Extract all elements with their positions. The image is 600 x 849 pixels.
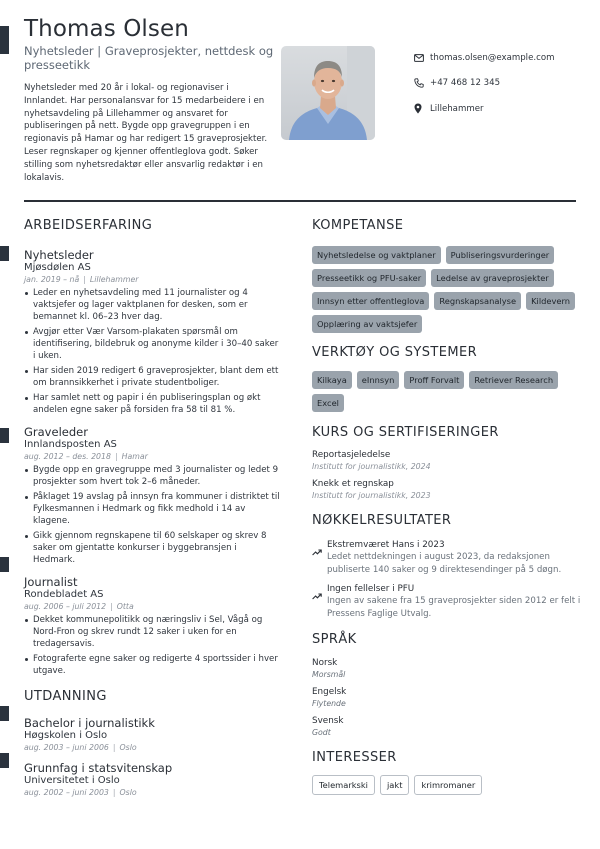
job-bullet: Gikk gjennom regnskapene til 60 selskaper og skrev 8 saker om gjentatte konkurser i byggebransjen i Hedmark. [24, 530, 280, 566]
job-bullet: Har samlet nett og papir i én publiseringsplan og økt andelen egne saker på forsiden fra 58 til 81 %. [24, 392, 280, 416]
job-organization: Mjøsdølen AS [24, 262, 91, 273]
contact-email[interactable] [414, 45, 594, 71]
job-organization: Innlandsposten AS [24, 439, 117, 450]
language-name: Engelsk [312, 687, 347, 697]
job-meta [24, 601, 280, 612]
language-level: Godt [312, 728, 331, 737]
section-heading-results: NØKKELRESULTATER [312, 513, 452, 528]
education-list [24, 716, 280, 798]
language-list [312, 657, 582, 738]
education-meta [24, 787, 280, 798]
tool-tags [312, 371, 582, 412]
language-entry [312, 657, 582, 680]
section-heading-languages: SPRÅK [312, 632, 357, 647]
job-role: Nyhetsleder [24, 248, 94, 262]
skill-tag: Regnskapsanalyse [434, 292, 521, 310]
skill-tags [312, 246, 582, 333]
education-dates: aug. 2003 – juni 2006 [24, 743, 109, 752]
course-name: Reportasjeledelse [312, 450, 391, 460]
result-title: Ingen fellelser i PFU [327, 584, 415, 594]
education-school: Universitetet i Oslo [24, 775, 120, 786]
left-column [24, 218, 280, 806]
phone-text: +47 468 12 345 [430, 78, 501, 89]
education-entry [24, 716, 280, 753]
meta-separator: | [114, 452, 118, 461]
result-entry [312, 583, 582, 620]
language-name: Svensk [312, 716, 344, 726]
phone-icon [414, 78, 430, 88]
header-accent-bar [0, 26, 9, 54]
job-bullets [24, 287, 280, 416]
meta-separator: | [112, 743, 116, 752]
job-place: Lillehammer [89, 275, 139, 284]
education-entry [24, 761, 280, 798]
job-role: Graveleder [24, 425, 88, 439]
job-bullet: Bygde opp en gravegruppe med 3 journalister og ledet 9 prosjekter som hvert tok 2–6 måneder. [24, 464, 280, 488]
location-text: Lillehammer [430, 103, 484, 114]
job-dates: aug. 2006 – juli 2012 [24, 602, 107, 611]
job-organization: Rondebladet AS [24, 589, 104, 600]
tool-tag: eInnsyn [357, 371, 400, 389]
job-role: Journalist [24, 575, 78, 589]
job-entry [24, 575, 280, 677]
job-bullet: Fotograferte egne saker og redigerte 4 sportssider i hver utgave. [24, 653, 280, 677]
skill-tag: Presseetikk og PFU-saker [312, 269, 426, 287]
language-entry [312, 715, 582, 738]
interest-tag: jakt [380, 775, 409, 795]
job-bullet: Har siden 2019 redigert 6 graveprosjekter, blant dem ett om brannsikkerhet i private studentboliger. [24, 365, 280, 389]
job-bullet: Leder en nyhetsavdeling med 11 journalister og 4 vaktsjefer og lager vaktplanen for desken, som er bemannet kl. 06–23 hver dag. [24, 287, 280, 323]
section-heading-tools: VERKTØY OG SYSTEMER [312, 345, 478, 360]
education-dates: aug. 2002 – juni 2003 [24, 788, 109, 797]
language-level: Flytende [312, 699, 346, 708]
email-text: thomas.olsen@example.com [430, 52, 555, 63]
education-place: Oslo [119, 743, 137, 752]
result-description: Ledet nettdekningen i august 2023, da redaksjonen publiserte 140 saker og 9 direktesendinger på 5 døgn. [327, 552, 562, 575]
candidate-title: Nyhetsleder | Graveprosjekter, nettdesk og presseetikk [24, 44, 274, 72]
trend-up-icon [312, 583, 327, 620]
course-entry [312, 449, 582, 472]
contact-phone[interactable] [414, 71, 594, 97]
profile-photo [281, 46, 375, 140]
job-dates: jan. 2019 – nå [24, 275, 80, 284]
language-name: Norsk [312, 658, 338, 668]
job-accent-bar [0, 557, 9, 572]
job-entry [24, 248, 280, 416]
job-list [24, 248, 280, 677]
course-name: Knekk et regnskap [312, 479, 394, 489]
language-level: Morsmål [312, 670, 346, 679]
job-place: Hamar [121, 452, 148, 461]
job-accent-bar [0, 428, 9, 443]
education-school: Høgskolen i Oslo [24, 730, 108, 741]
meta-separator: | [112, 788, 116, 797]
job-accent-bar [0, 246, 9, 261]
job-bullet: Avgjør etter Vær Varsom-plakaten spørsmål om identifisering, bildebruk og anonyme kilder i 30–40 saker i uken. [24, 326, 280, 362]
language-entry [312, 686, 582, 709]
job-dates: aug. 2012 – des. 2018 [24, 452, 111, 461]
result-description: Ingen av sakene fra 15 graveprosjekter siden 2012 er felt i Pressens Faglige Utvalg. [327, 596, 581, 619]
job-entry [24, 425, 280, 566]
education-place: Oslo [119, 788, 137, 797]
meta-separator: | [83, 275, 86, 284]
job-bullets [24, 464, 280, 566]
edu-accent-bar [0, 753, 9, 768]
skill-tag: Nyhetsledelse og vaktplaner [312, 246, 441, 264]
job-bullet: Påklaget 19 avslag på innsyn fra kommuner i distriktet til Fylkesmannen i Hedmark og fikk medhold i 14 av klagene. [24, 491, 280, 527]
skill-tag: Publiseringsvurderinger [446, 246, 555, 264]
interest-tag: krimromaner [414, 775, 482, 795]
skill-tag: Kildevern [526, 292, 575, 310]
result-entry [312, 539, 582, 576]
interest-tag: Telemarkski [312, 775, 375, 795]
section-heading-experience: ARBEIDSERFARING [24, 218, 153, 233]
job-meta [24, 274, 280, 285]
contact-location [414, 96, 594, 122]
tool-tag: Proff Forvalt [404, 371, 464, 389]
result-title: Ekstremværet Hans i 2023 [327, 540, 445, 550]
section-heading-courses: KURS OG SERTIFISERINGER [312, 425, 499, 440]
section-heading-education: UTDANNING [24, 689, 107, 704]
section-heading-interests: INTERESSER [312, 750, 397, 765]
course-entry [312, 478, 582, 501]
job-bullet: Dekket kommunepolitikk og næringsliv i Sel, Vågå og Nord-Fron og skrev rundt 12 saker i uken for en tredagersavis. [24, 614, 280, 650]
job-place: Otta [116, 602, 134, 611]
skill-tag: Ledelse av graveprosjekter [431, 269, 554, 287]
tool-tag: Retriever Research [469, 371, 558, 389]
candidate-name: Thomas Olsen [24, 16, 189, 42]
skill-tag: Innsyn etter offentleglova [312, 292, 429, 310]
tool-tag: Kilkaya [312, 371, 352, 389]
interest-tags [312, 775, 582, 795]
results-list [312, 539, 582, 620]
mail-icon [414, 54, 430, 62]
job-meta [24, 451, 280, 462]
edu-accent-bar [0, 706, 9, 721]
education-degree: Bachelor i journalistikk [24, 716, 155, 730]
section-heading-skills: KOMPETANSE [312, 218, 404, 233]
trend-up-icon [312, 539, 327, 576]
location-pin-icon [414, 103, 430, 114]
meta-separator: | [110, 602, 113, 611]
education-meta [24, 742, 280, 753]
profile-summary: Nyhetsleder med 20 år i lokal- og regionaviser i Innlandet. Har personalansvar for 15 medarbeidere i en nyhetsavdeling på Lillehammer og ansvaret for publiseringen på nett. Bygde opp gravegruppen i en regionavis på Hamar og har redigert 15 graveprosjekter. Leser regnskaper og kjenner offentleglova godt. Søker stilling som nyhetsredaktør eller ansvarlig redaktør i en lokalavis. [24, 83, 268, 183]
right-column [312, 218, 582, 811]
job-bullets [24, 614, 280, 677]
education-degree: Grunnfag i statsvitenskap [24, 761, 173, 775]
result-body [327, 539, 582, 576]
course-provider: Institutt for journalistikk, 2024 [312, 462, 431, 471]
tool-tag: Excel [312, 394, 344, 412]
contact-block [414, 45, 594, 122]
result-body [327, 583, 582, 620]
course-provider: Institutt for journalistikk, 2023 [312, 491, 431, 500]
header-divider [24, 200, 576, 202]
course-list [312, 449, 582, 501]
skill-tag: Opplæring av vaktsjefer [312, 315, 422, 333]
